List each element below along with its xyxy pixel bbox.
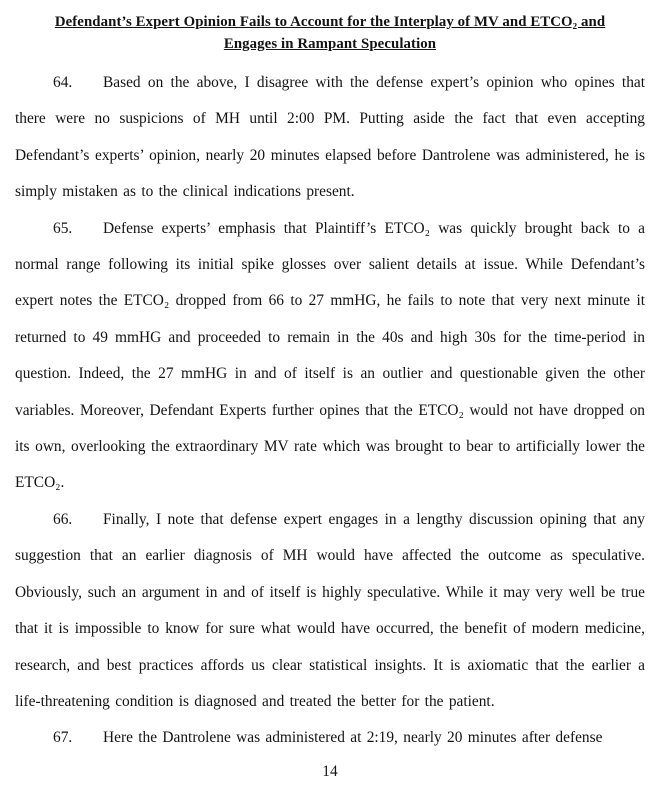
paragraph-67-number: 67. <box>53 729 73 747</box>
paragraph-66 <box>15 502 645 720</box>
paragraph-66-text: Finally, I note that defense expert engages in a lengthy discussion opining that any suggestion that an earlier diagnosis of MH would have affected the outcome as speculative. Obviously, such an argument in and of itself is highly speculative. While it may very well be true that it is impossible to know for sure what would have occurred, the benefit of modern medicine, research, and best practices affords us clear statistical insights. It is axiomatic that the earlier a life-threatening condition is diagnosed and treated the better for the patient. <box>15 510 645 710</box>
paragraph-66-number: 66. <box>53 510 73 528</box>
paragraph-65-number: 65. <box>53 219 73 237</box>
page-number: 14 <box>322 762 338 780</box>
paragraph-65-text: Defense experts’ emphasis that Plaintiff’s ETCO₂ was quickly brought back to a normal range following its initial spike glosses over salient details at issue. While Defendant’s expert notes the ETCO₂ dropped from 66 to 27 mmHG, he fails to note that very next minute it returned to 49 mmHG and proceeded to remain in the 40s and high 30s for the time-period in question. Indeed, the 27 mmHG in and of itself is an outlier and questionable given the other variables. Moreover, Defendant Experts further opines that the ETCO₂ would not have dropped on its own, overlooking the extraordinary MV rate which was brought to bear to artificially lower the ETCO₂. <box>15 219 645 492</box>
paragraph-64-text: Based on the above, I disagree with the defense expert’s opinion who opines that there were no suspicions of MH until 2:00 PM. Putting aside the fact that even accepting Defendant’s experts’ opinion, nearly 20 minutes elapsed before Dantrolene was administered, he is simply mistaken as to the clinical indications present. <box>15 74 645 201</box>
paragraph-67 <box>15 720 645 756</box>
paragraph-65 <box>15 211 645 502</box>
paragraph-67-text: Here the Dantrolene was administered at 2:19, nearly 20 minutes after defense <box>103 729 603 747</box>
paragraph-64-number: 64. <box>53 74 73 91</box>
section-heading: Defendant’s Expert Opinion Fails to Account for the Interplay of MV and ETCO₂ and Engages in Rampant Speculation <box>54 14 606 52</box>
paragraph-64 <box>15 65 645 211</box>
